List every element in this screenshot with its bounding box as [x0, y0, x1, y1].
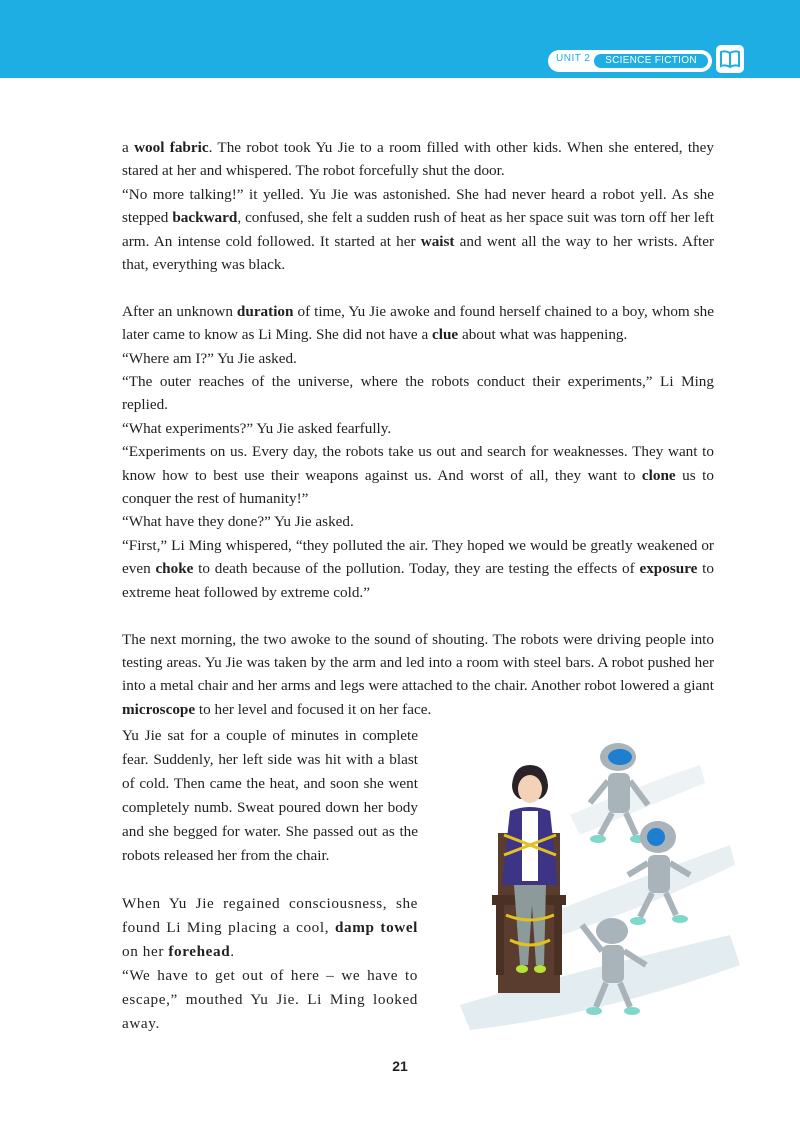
paragraph: “We have to get out of here – we have to escape,” mouthed Yu Jie. Li Ming looked away. [122, 967, 418, 1032]
vocab-word: clone [641, 466, 676, 484]
vocab-word: damp towel [334, 919, 418, 936]
paragraph: The next morning, the two awoke to the sound of shouting. The robots were driving people into testing areas. Yu Jie was taken by the arm and led into a room with steel bars. A robot pushed her into a metal chair and her arms and legs were attached to the chair. Another robot lowered a giant microscope to her level and focused it on her face. [122, 630, 714, 718]
paragraph: “What have they done?” Yu Jie asked. [122, 513, 354, 531]
paragraph: “The outer reaches of the universe, where the robots conduct their experiments,” Li Ming replied. [122, 373, 714, 414]
paragraph: “First,” Li Ming whispered, “they polluted the air. They hoped we would be greatly weakened or even choke to death because of the pollution. Today, they are testing the effects of exposure to extreme heat followed by extreme cold.” [122, 536, 714, 601]
vocab-word: backward [172, 209, 238, 227]
page-number: 21 [392, 1058, 408, 1074]
paragraph: Yu Jie sat for a couple of minutes in complete fear. Suddenly, her left side was hit with a blast of cold. Then came the heat, and soon she went completely numb. Sweat poured down her body and she begged for water. She passed out as the robots released her from the chair. [122, 727, 418, 864]
vocab-word: forehead [168, 943, 231, 960]
unit-label: UNIT 2 [556, 53, 591, 64]
story-body-narrow [122, 724, 418, 1036]
paragraph: After an unknown duration of time, Yu Jie awoke and found herself chained to a boy, whom she later came to know as Li Ming. She did not have a clue about what was happening. [122, 302, 714, 344]
vocab-word: waist [420, 232, 455, 250]
section-tag: SCIENCE FICTION [594, 54, 708, 68]
paragraph: “Experiments on us. Every day, the robots take us out and search for weaknesses. They want to know how to best use their weapons against us. And worst of all, they want to clone us to conquer the rest of humanity!” [122, 443, 714, 508]
vocab-word: choke [155, 560, 194, 578]
paragraph: “What experiments?” Yu Jie asked fearfully. [122, 419, 392, 437]
paragraph: a wool fabric. The robot took Yu Jie to a room filled with other kids. When she entered, they stared at her and whispered. The robot forcefully shut the door. [122, 139, 714, 180]
vocab-word: clue [432, 326, 459, 344]
vocab-word: exposure [639, 560, 698, 578]
vocab-word: microscope [122, 700, 196, 718]
vocab-word: duration [236, 302, 294, 320]
vocab-word: wool fabric [134, 139, 209, 156]
paragraph: When Yu Jie regained consciousness, she found Li Ming placing a cool, damp towel on her forehead. [122, 895, 418, 960]
girl-tied-to-chair-with-robots-illustration [440, 725, 740, 1035]
story-body [122, 136, 714, 721]
paragraph: “Where am I?” Yu Jie asked. [122, 349, 297, 367]
book-badge [716, 45, 744, 73]
open-book-icon [719, 49, 741, 69]
paragraph: “No more talking!” it yelled. Yu Jie was astonished. She had never heard a robot yell. As she stepped backward, confused, she felt a sudden rush of heat as her space suit was torn off her left arm. An intense cold followed. It started at her waist and went all the way to her wrists. After that, everything was black. [122, 185, 714, 274]
story-illustration [440, 725, 740, 1035]
